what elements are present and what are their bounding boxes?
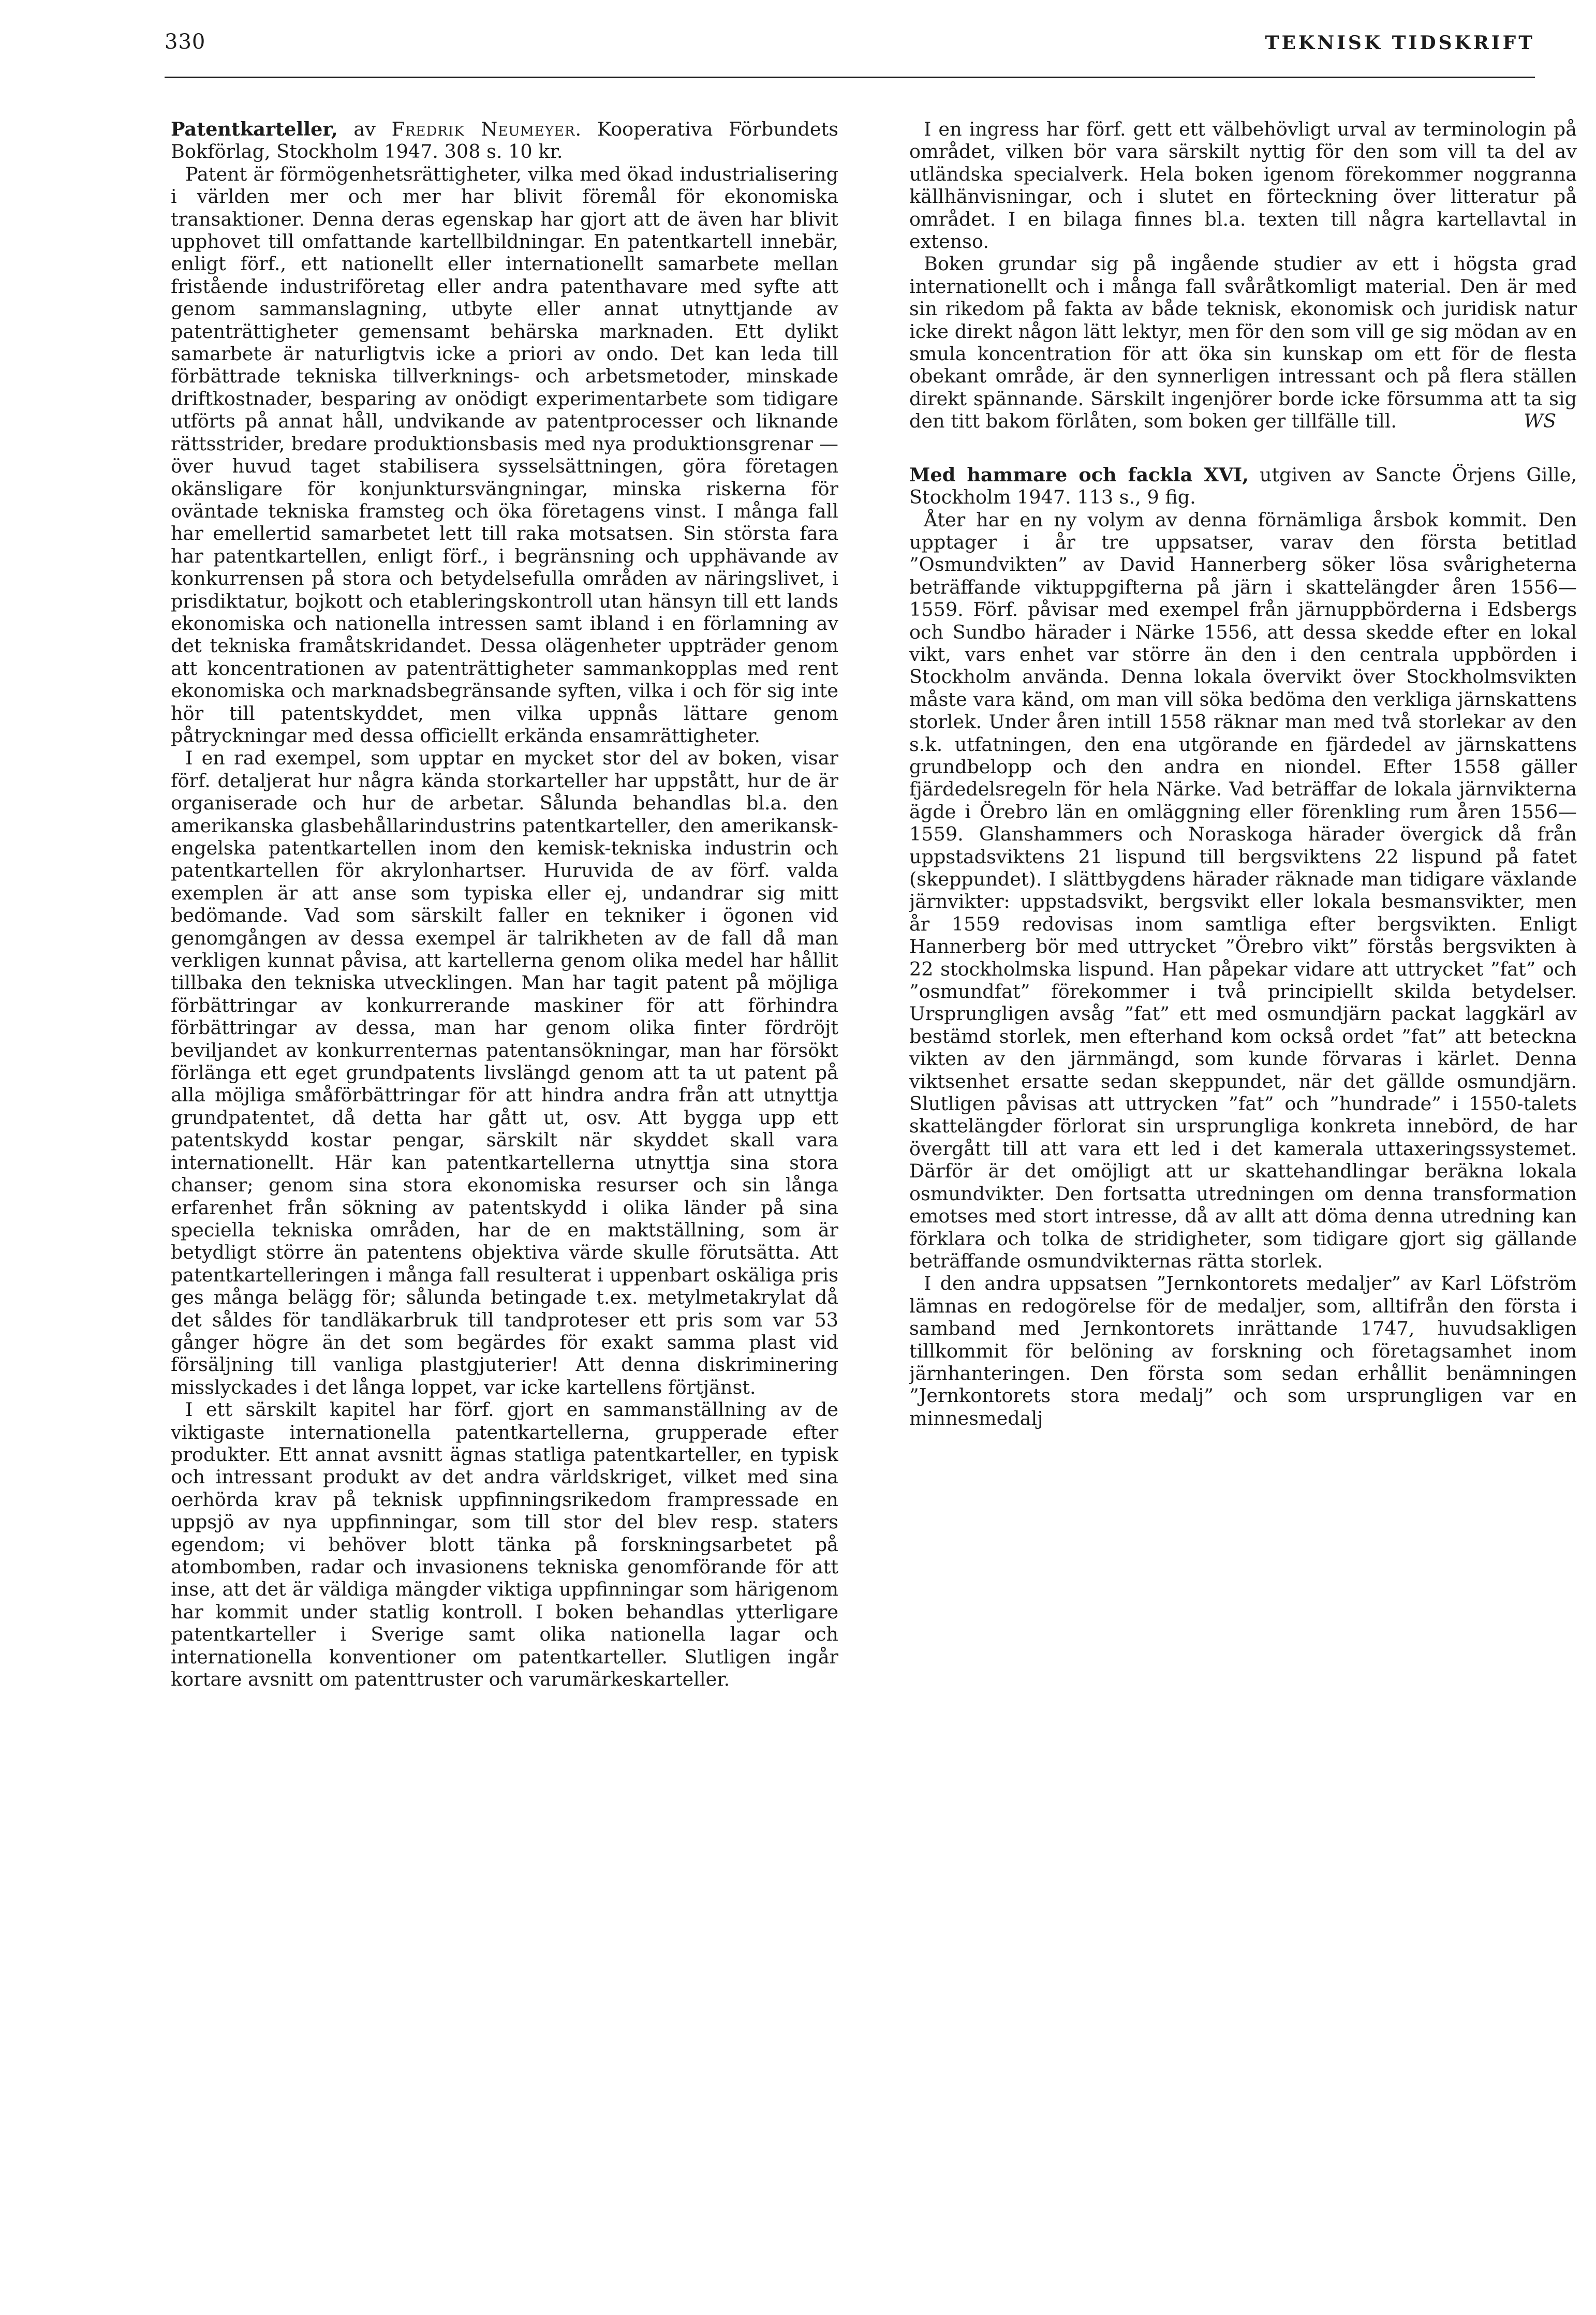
review1-paragraph-5 — [909, 253, 1577, 432]
journal-title: TEKNISK TIDSKRIFT — [1265, 32, 1535, 54]
review1-title: Patentkarteller, — [171, 118, 338, 140]
review2-heading — [909, 464, 1577, 509]
review1-publication: . Kooperativa Förbundets Bokförlag, Stockholm 1947. 308 s. 10 kr. — [171, 118, 838, 163]
review1-paragraph-5-text: Boken grundar sig på ingående studier av ett i högsta grad internationellt och i många fall svåråtkomligt material. Den är med sin rikedom på fakta av både teknisk, ekonomisk och juridisk natur icke direkt någon lätt lektyr, men för den som vill ge sig mödan av en smula koncentration för att öka sin kunskap om ett för de flesta obekant område, är den synnerligen intressant och på flera ställen direkt spännande. Särskilt ingenjörer borde icke försumma att ta sig den titt bakom förlåten, som boken ger tillfälle till. — [909, 253, 1577, 433]
page-number: 330 — [165, 30, 206, 54]
review1-paragraph-2: I en rad exempel, som upptar en mycket stor del av boken, visar förf. detaljerat hur några kända storkarteller har uppstått, hur de är organiserade och hur de arbetar. Sålunda behandlas bl.a. den amerikanska glasbehållarindustrins patentkarteller, den amerikansk-engelska patentkartellen inom den kemisk-tekniska industrin och patentkartellen för akrylonhartser. Huruvida de av förf. valda exemplen är att anse som typiska eller ej, undandrar sig mitt bedömande. Vad som särskilt faller en tekniker i ögonen vid genomgången av dessa exempel är talrikheten av de fall då man verkligen kunnat påvisa, att kartellerna genom olika medel har hållit tillbaka den tekniska utvecklingen. Man har tagit patent på möjliga förbättringar av konkurrerande maskiner för att förhindra förbättringar av dessa, man har genom olika finter fördröjt beviljandet av konkurrenternas patentansökningar, man har försökt förlänga ett eget grundpatents livslängd genom att ta ut patent på alla möjliga småförbättringar för att hindra andra från att utnyttja grundpatentet, då detta har gått ut, osv. Att bygga upp ett patentskydd kostar pengar, särskilt när skyddet skall vara internationellt. Här kan patentkartellerna utnyttja sina stora chanser; genom sina stora ekonomiska resurser och sin långa erfarenhet från sökning av patentskydd i olika länder på sina speciella tekniska områden, har de en maktställning, som är betydligt större än patentens objektiva värde skulle förutsätta. Att patentkartelleringen i många fall resulterat i uppenbart oskäliga pris ges många belägg för; sålunda betingade t.ex. metylmetakrylat då det såldes för tandläkarbruk till tandproteser ett pris som var 53 gånger högre än det som begärdes för exakt samma plast vid försäljning till vanliga plastgjuterier! Att denna diskriminering misslyckades i det långa loppet, var icke kartellens förtjänst. — [171, 747, 838, 1398]
review1-paragraph-1: Patent är förmögenhetsrättigheter, vilka med ökad industrialisering i världen mer och mer har blivit föremål för ekonomiska transaktioner. Denna deras egenskap har gjort att de även har blivit upphovet till omfattande kartellbildningar. En patentkartell innebär, enligt förf., ett nationellt eller internationellt samarbete mellan fristående industriföretag eller andra patenthavare med syfte att genom sammanslagning, utbyte eller annat utnyttjande av patenträttigheter gemensamt behärska marknaden. Ett dylikt samarbete är naturligtvis icke a priori av ondo. Det kan leda till förbättrade tekniska tillverknings- och arbetsmetoder, minskade driftkostnader, besparing av onödigt experimentarbete som tidigare utförts på annat håll, undvikande av patentprocesser och liknande rättsstrider, bredare produktionsbasis med nya produktionsgrenar — över huvud taget stabilisera sysselsättningen, göra företagen okänsligare för konjunktursvängningar, minska riskerna för oväntade tekniska framsteg och öka företagens vinst. I många fall har emellertid samarbetet lett till raka motsatsen. Sin största fara har patentkartellen, enligt förf., i begränsning och upphävande av konkurrensen på stora och betydelsefulla områden av näringslivet, i prisdiktatur, bojkott och etableringskontroll utan hänsyn till ett lands ekonomiska och nationella intressen samt ibland i en förlamning av det tekniska framåtskridandet. Dessa olägenheter uppträder genom att koncentrationen av patenträttigheter sammankopplas med rent ekonomiska och marknadsbegränsande syften, vilka i och för sig inte hör till patentskyddet, men vilka uppnås lättare genom påtryckningar med dessa officiellt erkända ensamrättigheter. — [171, 163, 838, 747]
review1-paragraph-4: I en ingress har förf. gett ett välbehövligt urval av terminologin på området, vilken bör vara särskilt nyttig för den som vill ta del av utländska specialverk. Hela boken igenom förekommer noggranna källhänvisningar, och i slutet en förteckning över litteratur på området. I en bilaga finnes bl.a. texten till några kartellavtal in extenso. — [909, 118, 1577, 253]
review1-author: Fredrik Neumeyer — [391, 118, 575, 140]
left-column — [171, 118, 838, 2266]
review2-publication: utgiven av Sancte Örjens Gille, Stockholm 1947. 113 s., 9 fig. — [909, 463, 1577, 509]
review1-signature: WS — [1524, 410, 1556, 433]
review1-paragraph-3: I ett särskilt kapitel har förf. gjort en sammanställning av de viktigaste internationella patentkartellerna, grupperade efter produkter. Ett annat avsnitt ägnas statliga patentkarteller, en typisk och intressant produkt av det andra världskriget, vilket med sina oerhörda krav på teknisk uppfinningsrikedom frampressade en uppsjö av nya uppfinningar, som till stor del blev resp. staters egendom; vi behöver blott tänka på forskningsarbetet på atombomben, radar och invasionens tekniska genomförande för att inse, att det är väldiga mängder viktiga uppfinningar som härigenom har kommit under statlig kontroll. I boken behandlas ytterligare patentkarteller i Sverige samt olika nationella lagar och internationella konventioner om patentkarteller. Slutligen ingår kortare avsnitt om patenttruster och varumärkeskarteller. — [171, 1398, 838, 1691]
review-separator — [909, 433, 1577, 464]
review1-author-prefix: av — [337, 118, 392, 140]
page-header — [165, 30, 1535, 78]
review2-title: Med hammare och fackla XVI, — [909, 463, 1249, 486]
review1-heading — [171, 118, 838, 163]
review2-paragraph-2: I den andra uppsatsen ”Jernkontorets medaljer” av Karl Löfström lämnas en redogörelse för de medaljer, som, alltifrån den första i samband med Jernkontorets inrättande 1747, huvudsakligen tillkommit för belöning av forskning och företagsamhet inom järnhanteringen. Den första som sedan erhållit benämningen ”Jernkontorets stora medalj” och som ursprungligen var en minnesmedalj — [909, 1272, 1577, 1429]
right-column — [909, 118, 1577, 2266]
review2-paragraph-1: Åter har en ny volym av denna förnämliga årsbok kommit. Den upptager i år tre uppsatser, varav den första betitlad ”Osmundvikten” av David Hannerberg söker lösa svårigheterna beträffande viktuppgifterna på järn i skattelängder åren 1556—1559. Förf. påvisar med exempel från järnuppbörderna i Edsbergs och Sundbo härader i Närke 1556, att dessa skedde efter en lokal vikt, vars enhet var större än den i den centrala uppbörden i Stockholm använda. Denna lokala övervikt över Stockholmsvikten måste vara känd, om man vill söka bedöma den verkliga järnskattens storlek. Under åren intill 1558 räknar man med två storlekar av den s.k. utfatningen, den ena utgörande en fjärdedel av järnskattens grundbelopp och den andra en niondel. Efter 1558 gäller fjärdedelsregeln för hela Närke. Vad beträffar de lokala järnvikterna ägde i Örebro län en omläggning eller förenkling rum åren 1556—1559. Glanshammers och Noraskoga härader övergick då från uppstadsviktens 21 lispund till bergsviktens 22 lispund på fatet (skeppundet). I slättbygdens härader räknade man tidigare växlande järnvikter: uppstadsvikt, bergsvikt eller lokala besmansvikter, men år 1559 redovisas inom samtliga efter bergsvikten. Enligt Hannerberg bör med uttrycket ”Örebro vikt” förstås bergsvikten à 22 stockholmska lispund. Han påpekar vidare att uttrycket ”fat” och ”osmundfat” förekommer i två principiellt skilda betydelser. Ursprungligen avsåg ”fat” ett med osmundjärn packat laggkärl av bestämd storlek, men efterhand kom också ordet ”fat” att beteckna vikten av den järnmängd, som kunde förvaras i kärlet. Denna viktsenhet ersatte sedan skeppundet, när det gällde osmundjärn. Slutligen påvisas att uttrycken ”fat” och ”hundrade” i 1550-talets skattelängder förlorat sin ursprungliga konkreta innebörd, de har övergått till att vara ett led i det kamerala uttaxeringssystemet. Därför är det omöjligt att ur skattehandlingar beräkna lokala osmundvikter. Den fortsatta utredningen om denna transformation emotses med stort intresse, då av allt att döma denna utredning kan förklara och tolka de stridigheter, som tidigare gjort sig gällande beträffande osmundvikternas rätta storlek. — [909, 508, 1577, 1272]
